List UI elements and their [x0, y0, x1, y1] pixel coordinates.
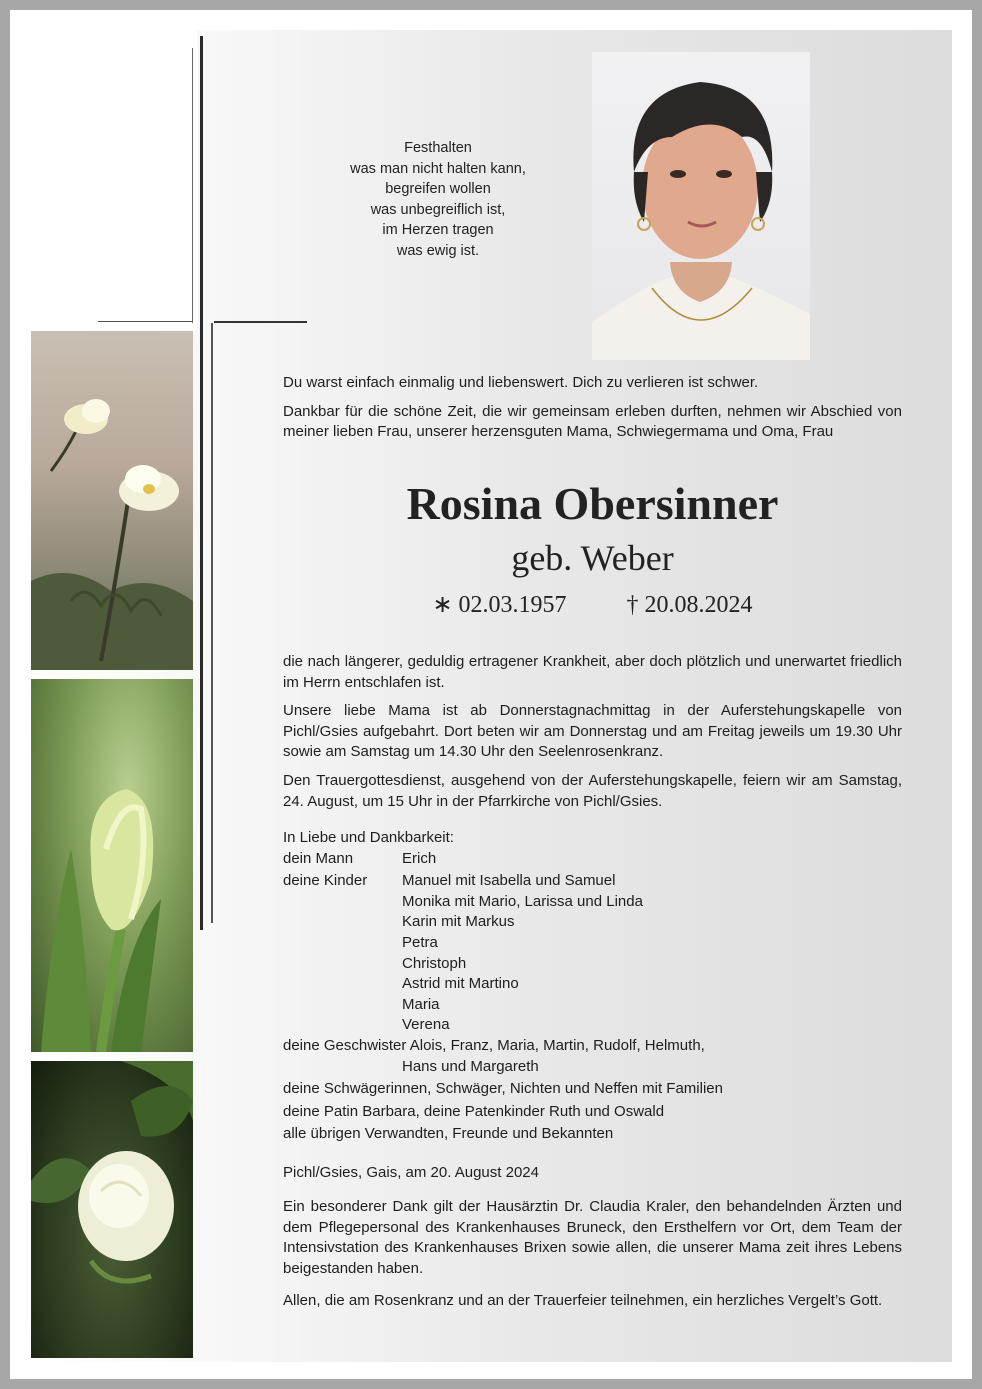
intro-text — [283, 373, 902, 443]
child-entry: Manuel mit Isabella und Samuel — [402, 872, 616, 890]
funeral-paragraph: Den Trauergottesdienst, ausgehend von der Auferstehungskapelle, feiern wir am Samstag, 24. August, um 15 Uhr in der Pfarrkirche von Pichl/Gsies. — [283, 771, 902, 810]
birth-name: geb. Weber — [511, 538, 674, 578]
flower-photo-rose — [31, 1061, 193, 1358]
relatives-line: alle übrigen Verwandten, Freunde und Bekannten — [283, 1125, 614, 1143]
cross-vertical-line — [200, 36, 203, 930]
poem-line: was unbegreiflich ist, — [370, 201, 506, 218]
passing-paragraph: die nach längerer, geduldig ertragener Krankheit, aber doch plötzlich und unerwartet friedlich im Herrn entschlafen ist. — [283, 653, 902, 691]
poem-line: begreifen wollen — [385, 181, 491, 198]
announcement-text — [283, 652, 902, 812]
birth-date: ∗ 02.03.1957 — [432, 592, 567, 618]
husband-label: dein Mann — [283, 849, 354, 867]
siblings-line: deine Geschwister Alois, Franz, Maria, Martin, Rudolf, Helmuth, — [283, 1036, 705, 1054]
poem-line: was man nicht halten kann, — [350, 160, 526, 177]
poem-line: Festhalten — [404, 140, 472, 156]
godparents-line: deine Patin Barbara, deine Patenkinder Ruth und Oswald — [283, 1102, 665, 1120]
cross-thin-line — [192, 48, 193, 323]
portrait-photo — [592, 52, 810, 360]
wake-paragraph: Unsere liebe Mama ist ab Donnerstagnachmittag in der Auferstehungskapelle von Pichl/Gsies aufgebahrt. Dort beten wir am Donnerstag und am Freitag jeweils um 19.30 Uhr sowie am Samstag um 14.30 Uhr den Seelenrosenkranz. — [283, 702, 902, 761]
thanks-paragraph: Ein besonderer Dank gilt der Hausärztin Dr. Claudia Kraler, den behandelnden Ärzten und dem Pflegepersonal des Krankenhauses Bruneck, den Ersthelfern vor Ort, dem Team der Intensivstation des Krankenhauses Brixen sowie allen, die unserer Mama zeit ihres Lebens beigestanden haben. — [283, 1198, 902, 1277]
deceased-name: Rosina Obersinner — [406, 478, 779, 529]
child-entry: Karin mit Markus — [402, 913, 515, 931]
closing-paragraph: Allen, die am Rosenkranz und an der Trauerfeier teilnehmen, ein herzliches Vergelt’s Gott. — [283, 1292, 883, 1310]
siblings-line-2: Hans und Margareth — [402, 1057, 539, 1075]
cross-right-arm — [214, 321, 307, 323]
poem — [300, 138, 576, 262]
child-entry: Astrid mit Martino — [402, 975, 519, 993]
intro-line: Du warst einfach einmalig und liebenswert. Dich zu verlieren ist schwer. — [283, 374, 759, 391]
life-dates — [283, 590, 902, 620]
child-entry: Monika mit Mario, Larissa und Linda — [402, 892, 643, 910]
cross-left-arm — [98, 321, 192, 322]
place-date: Pichl/Gsies, Gais, am 20. August 2024 — [283, 1164, 539, 1181]
child-entry: Verena — [402, 1016, 450, 1034]
family-row — [283, 871, 902, 892]
children-label: deine Kinder — [283, 872, 368, 890]
child-entry: Petra — [402, 933, 438, 951]
inlaws-line: deine Schwägerinnen, Schwäger, Nichten und Neffen mit Familien — [283, 1080, 723, 1098]
family-row — [283, 849, 902, 870]
child-entry: Christoph — [402, 954, 467, 972]
flower-photo-tulip — [31, 679, 193, 1052]
death-date: † 20.08.2024 — [626, 592, 753, 618]
husband-name: Erich — [402, 849, 437, 867]
poem-line: im Herzen tragen — [382, 222, 494, 239]
family-heading: In Liebe und Dankbarkeit: — [283, 829, 454, 846]
poem-line: was ewig ist. — [396, 242, 480, 259]
cross-lower-line — [211, 323, 213, 923]
flower-photo-anemone — [31, 331, 193, 670]
left-white-area — [22, 30, 197, 330]
child-entry: Maria — [402, 995, 440, 1013]
thanks-text — [283, 1197, 902, 1312]
intro-paragraph: Dankbar für die schöne Zeit, die wir gemeinsam erleben durften, nehmen wir Abschied von meiner lieben Frau, unserer herzensguten Mama, Schwiegermama und Oma, Frau — [283, 402, 902, 441]
family-list — [283, 828, 902, 1145]
